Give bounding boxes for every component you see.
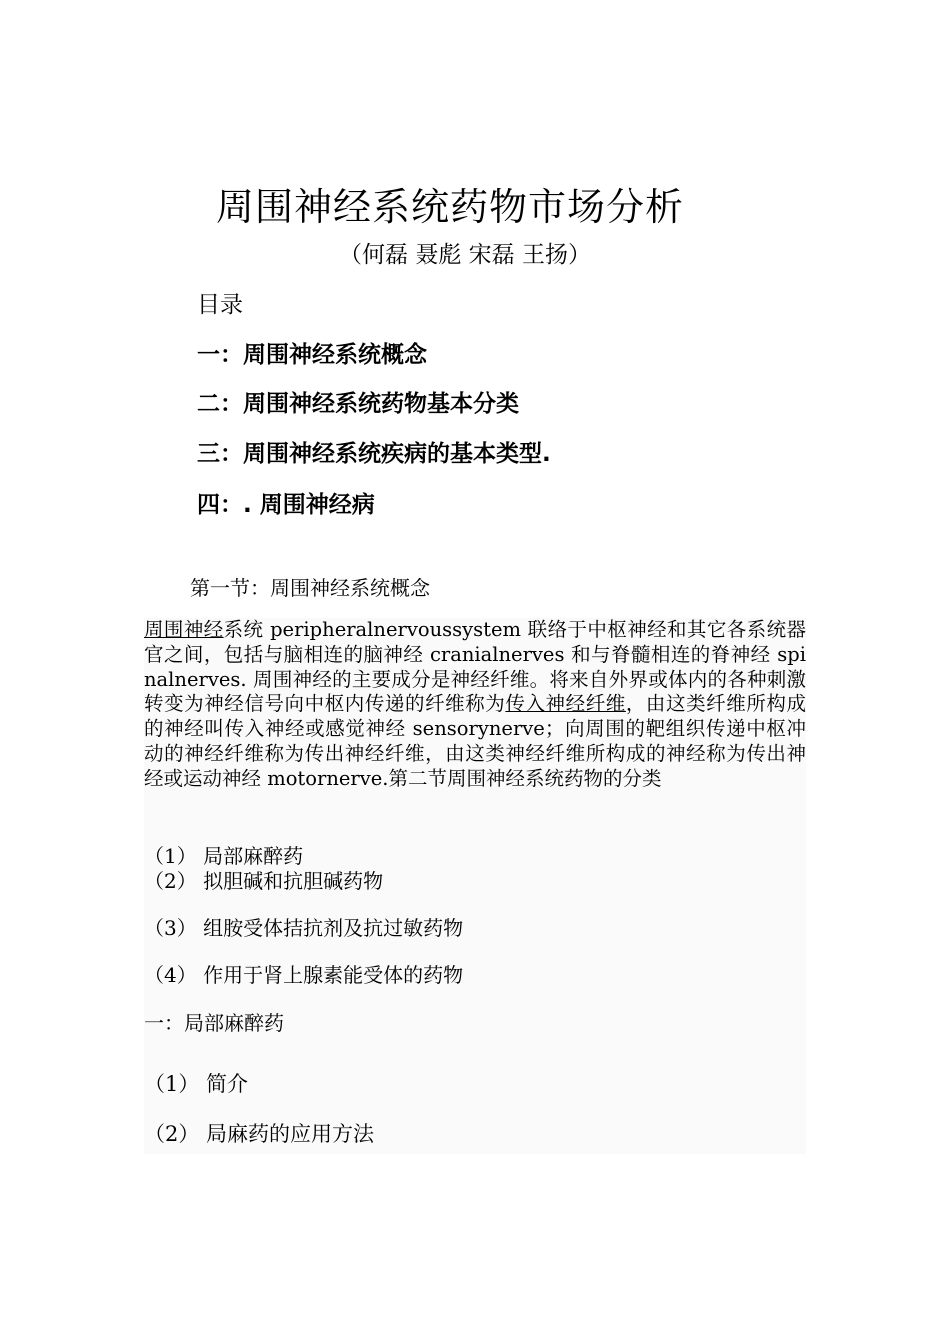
- document-title: 周围神经系统药物市场分析: [215, 185, 684, 229]
- toc-heading: 目录: [197, 292, 243, 318]
- toc-item-2: 二：周围神经系统药物基本分类: [197, 391, 519, 417]
- toc-item-1: 一：周围神经系统概念: [197, 342, 427, 368]
- section-heading: 第一节：周围神经系统概念: [190, 576, 430, 600]
- paragraph-text-1: 系统 peripheralnervoussystem 联络于中枢神经和其它各系统器官之间，包括与脑相连的脑神经 cranialnerves 和与脊髓相连的脊神经 spinalnerves. 周围神经的主要成分是神经纤维。将来自外界或体内的各种刺激转变为神经信号向中枢内传递的纤维称为: [144, 618, 806, 716]
- intro-paragraph: [144, 618, 806, 792]
- toc-item-3: 三：周围神经系统疾病的基本类型.: [197, 441, 551, 467]
- classification-item-3: （3） 组胺受体拮抗剂及抗过敏药物: [144, 916, 464, 940]
- paragraph-text-2: ，由这类纤维所构成的神经叫传入神经或感觉神经 sensorynerve；向周围的靶组织传递中枢冲动的神经纤维称为传出神经纤维，由这类神经纤维所构成的神经称为传出神经或运动神经 motornerve.第二节周围神经系统药物的分类: [144, 692, 806, 790]
- classification-item-4: （4） 作用于肾上腺素能受体的药物: [144, 963, 464, 987]
- body-block: [144, 618, 806, 1154]
- toc-item-4: 四：. 周围神经病: [197, 492, 375, 518]
- classification-item-1: （1） 局部麻醉药: [144, 844, 304, 868]
- authors-line: （何磊 聂彪 宋磊 王扬）: [339, 242, 591, 268]
- peripheral-nerve-link[interactable]: 周围神经: [144, 618, 224, 641]
- afferent-fiber-link[interactable]: 传入神经纤维: [505, 692, 626, 716]
- subsection-heading: 一：局部麻醉药: [144, 1011, 284, 1035]
- subsection-item-1: （1） 简介: [144, 1072, 249, 1096]
- classification-item-2: （2） 拟胆碱和抗胆碱药物: [144, 869, 384, 893]
- subsection-item-2: （2） 局麻药的应用方法: [144, 1122, 375, 1146]
